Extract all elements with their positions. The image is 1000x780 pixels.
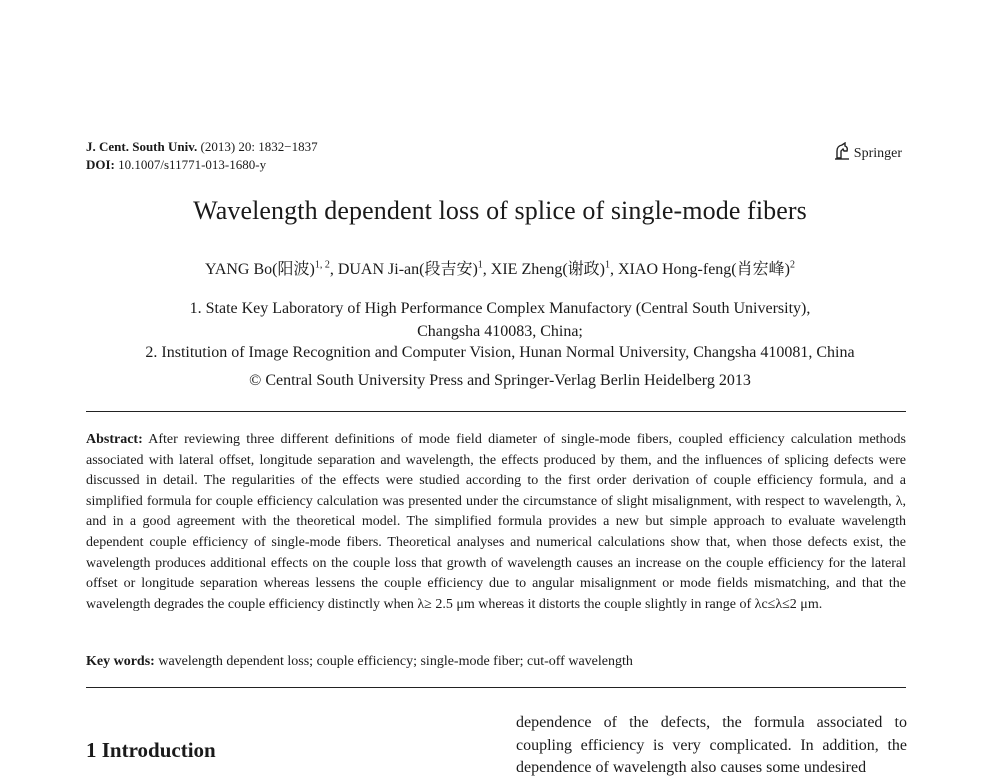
springer-horse-icon (834, 142, 850, 165)
affiliation-2-line1: 2. Institution of Image Recognition and Computer Vision, Hunan Normal University, Changsha 410081, China (145, 344, 855, 361)
affiliation-1-line1: 1. State Key Laboratory of High Performance Complex Manufactory (Central South University), (189, 300, 811, 317)
divider-top (86, 411, 906, 412)
divider-bottom (86, 687, 906, 688)
section-heading: 1 Introduction (86, 738, 216, 762)
journal-citation (86, 138, 318, 174)
journal-details: (2013) 20: 1832−1837 (200, 139, 318, 154)
doi-label: DOI: (86, 157, 115, 172)
affiliation-1-line2: Changsha 410083, China; (417, 323, 583, 340)
paper-title: Wavelength dependent loss of splice of single-mode fibers (193, 196, 807, 225)
affiliation-1 (60, 297, 940, 343)
author: DUAN Ji-an(段吉安) (337, 261, 478, 278)
copyright-notice: © Central South University Press and Springer-Verlag Berlin Heidelberg 2013 (249, 372, 751, 389)
journal-abbrev: J. Cent. South Univ. (86, 139, 198, 154)
keywords (86, 654, 906, 670)
author: XIE Zheng(谢政) (490, 261, 605, 278)
doi-value[interactable]: 10.1007/s11771-013-1680-y (118, 157, 267, 172)
affiliation-2 (60, 341, 940, 364)
author-affiliation-mark: 1 (605, 259, 610, 271)
keywords-label: Key words: (86, 654, 155, 669)
author-list: YANG Bo(阳波)$^{1, 2}$, DUAN Ji-an(段吉安)$^1$, XIE Zheng(谢政)$^1$, XIAO Hong-feng(肖宏峰)$^2$ (205, 259, 795, 278)
author-affiliation-mark: 1, 2 (314, 259, 330, 271)
abstract-text: After reviewing three different definitions of mode field diameter of single-mode fibers, coupled efficiency calculation methods associated with lateral offset, longitude separation and wavelength, the effects produced by them, and the influences of splicing defects were discussed in detail. The regularities of the effects were studied according to the first order derivation of couple efficiency formula, and a simplified formula for couple efficiency calculation was presented under the circumstance of slight misalignment, with respect to wavelength, λ, and in a good agreement with the theoretical model. The simplified formula provides a new but simple approach to evaluate wavelength dependent couple efficiency of single-mode fibers. Theoretical analyses and numerical calculations show that, when those defects exist, the wavelength produces additional effects on the couple loss that growth of wavelength causes an increase on the couple efficiency for the lateral offset or longitude separation whereas lessens the couple efficiency due to angular misalignment or mode fields mismatching, and that the wavelength degrades the couple efficiency distinctly when λ≥ 2.5 μm whereas it distorts the couple slightly in range of λc≤λ≤2 μm. (86, 432, 906, 612)
keywords-text: wavelength dependent loss; couple efficiency; single-mode fiber; cut-off wavelength (158, 654, 633, 669)
abstract (86, 430, 906, 615)
body-text-right-column: dependence of the defects, the formula associated to coupling efficiency is very complicated. In addition, the dependence of wavelength also causes some undesired (516, 714, 907, 776)
author-affiliation-mark: 1 (477, 259, 483, 271)
author-affiliation-mark: 2 (789, 259, 795, 271)
publisher-logo (834, 142, 902, 165)
author: XIAO Hong-feng(肖宏峰) (618, 261, 790, 278)
author: YANG Bo(阳波) (205, 261, 315, 278)
abstract-label: Abstract: (86, 432, 143, 447)
publisher-name: Springer (853, 145, 902, 161)
